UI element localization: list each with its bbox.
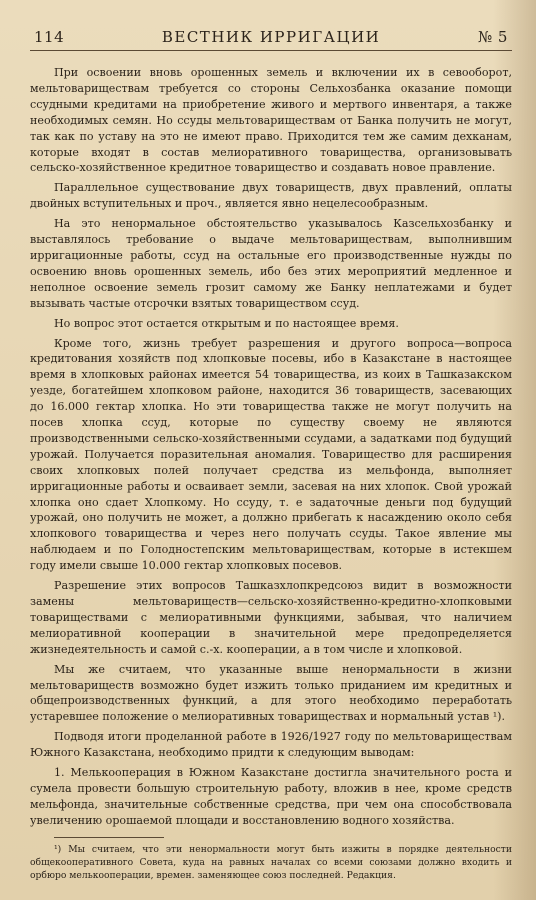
page-number: 114 <box>34 28 65 46</box>
footnote-divider <box>54 837 164 838</box>
paragraph: При освоении вновь орошенных земель и включении их в севооборот, мельтовариществам требуется со стороны Сельхозбанка оказание помощи ссудными кредитами на приобретение живого и мертвого инвентаря, а также необходимых семян. Но ссуды мельтовариществам от Банка получить не могут, так как по уставу на это не имеют право. Приходится тем же самим дехканам, которые входят в состав мелиоративного товарищества, организовывать сельско-хозяйственное кредитное товарищество и создавать новое правление. <box>30 66 512 175</box>
paragraph: Параллельное существование двух товариществ, двух правлений, оплаты двойных вступительных и проч., является явно нецелесообразным. <box>30 181 512 211</box>
paragraph: Разрешение этих вопросов Ташказхлопкредсоюз видит в возможности замены мельтовариществ—сельско-хозяйственно-кредитно-хлопковыми товариществами с мелиоративными функциями, забывая, что наличием мелиоративной кооперации в значительной мере предопределяется жизнедеятельность и самой с.-х. кооперации, а в том числе и хлопковой. <box>30 579 512 656</box>
issue-number: № 5 <box>477 28 508 46</box>
paragraph: Кроме того, жизнь требует разрешения и другого вопроса—вопроса кредитования хозяйств под хлопковые посевы, ибо в Казакстане в настоящее время в хлопковых районах имеется 54 товарищества, из коих в Ташказакском уезде, богатейшем хлопковом районе, находится 36 товариществ, засевающих до 16.000 гектар хлопка. Но эти товарищества также не могут получить на посев хлопка ссуд, которые по существу своему не являются производственными сельско-хозяйственными ссудами, а задатками под будущий урожай. Получается поразительная аномалия. Товарищество для расширения своих хлопковых полей получает средства из мельфонда, выполняет ирригационные работы и осваивает земли, засевая на них хлопок. Свой урожай хлопка оно сдает Хлопкому. Но ссуду, т. е задаточные деньги под будущий урожай, оно получить не может, а должно прибегать к насаждению около себя хлопкового товарищества и через него получать ссуды. Такое явление мы наблюдаем и по Голодностепским мельтовариществам, которые в истекшем году имели свыше 10.000 гектар хлопковых посевов. <box>30 336 512 573</box>
journal-title: ВЕСТНИК ИРРИГАЦИИ <box>161 28 381 46</box>
paragraph: 1. Мелькооперация в Южном Казакстане достигла значительного роста и сумела провести большую строительную работу, вложив в нее, кроме средств мельфонда, значительные собственные средства, при чем она способствовала увеличению орошаемой площади и восстановлению водного хозяйства. <box>30 766 512 827</box>
paragraph: Мы же считаем, что указанные выше ненормальности в жизни мельтовариществ возможно будет изжить только приданием им кредитных и общепроизводственных функций, а для этого необходимо переработать устаревшее положение о мелиоративных товариществах и нормальный устав ¹). <box>30 662 512 724</box>
article-body <box>30 65 512 829</box>
paragraph: Подводя итоги проделанной работе в 1926/1927 году по мельтовариществам Южного Казакстана, необходимо придти к следующим выводам: <box>30 730 512 760</box>
footnote: ¹) Мы считаем, что эти ненормальности могут быть изжиты в порядке деятельности общекооперативного Совета, куда на равных началах со всеми союзами должно входить и орбюро мелькооперации, времен. заменяющее союз последней. Редакция. <box>30 843 512 881</box>
paragraph: Но вопрос этот остается открытым и по настоящее время. <box>54 316 399 330</box>
running-header <box>30 28 512 51</box>
paragraph: На это ненормальное обстоятельство указывалось Казсельхозбанку и выставлялось требование о выдаче мельтовариществам, выполнившим ирригационные работы, ссуд на остальные его производственные нужды по освоению вновь орошенных земель, ибо без этих мероприятий медленное и неполное освоение земель грозит самому же Банку неплатежами и будет вызывать частые отсрочки взятых товариществом ссуд. <box>30 217 512 310</box>
